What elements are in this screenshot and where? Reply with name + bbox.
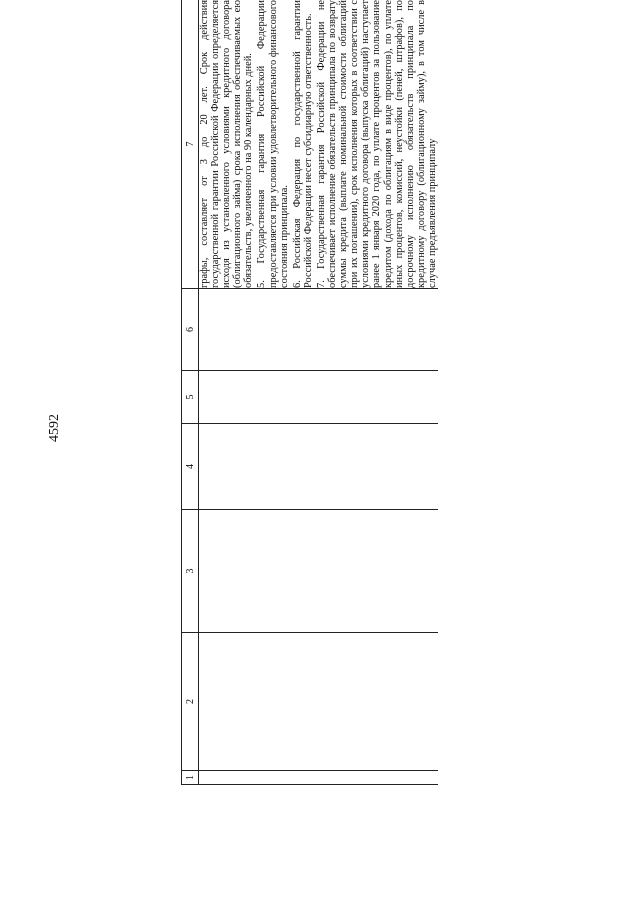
- column-header-5: 5: [182, 371, 199, 424]
- paragraph-item-7: 7. Государственная гарантия Российской Федерации не обеспечивает исполнение обязательств принципала по возврату суммы кредита (выплате номинальной стоимости облигаций при их погашении), срок исполнения которых в соответствии с условиями кредитного договора (выпуска облигаций) наступает ранее 1 января 2020 года, по уплате процентов за пользование кредитом (дохода по облигациям в виде процентов), по уплате иных процентов, комиссий, неустойки (пеней, штрафов), по досрочному исполнению обязательств принципала по кредитному договору (облигационному займу), в том числе в случае предъявления принципалу: [315, 0, 438, 288]
- column-header-7: 7: [182, 0, 199, 289]
- header-row: [182, 0, 199, 785]
- cell-col-3: [199, 510, 438, 633]
- column-header-3: 3: [182, 510, 199, 633]
- column-header-2: 2: [182, 633, 199, 771]
- cell-col-1: [199, 771, 438, 785]
- table-row: [199, 0, 438, 785]
- paragraph-item-5: 5. Государственная гарантия Российской Федерации предоставляется при условии удовлетворительного финансового состояния принципала.: [256, 0, 290, 288]
- cell-col-4: [199, 424, 438, 510]
- cell-col-2: [199, 633, 438, 771]
- rotated-table-wrapper: [181, 0, 438, 785]
- page-number: 4592: [47, 414, 62, 442]
- column-header-1: 1: [182, 771, 199, 785]
- cell-col-5: [199, 371, 438, 424]
- paragraph-term-text: графы, составляет от 3 до 20 лет. Срок действия государственной гарантии Российской Федерации определяется исходя из установленного условиями кредитного договора (облигационного займа) срока исполнения обеспечиваемых ею обязательств, увеличенного на 90 календарных дней.: [199, 0, 255, 288]
- cell-col-7: [199, 0, 438, 289]
- paragraph-item-6: 6. Российская Федерация по государственной гарантии Российской Федерации несет субсидиарную ответственность.: [291, 0, 314, 288]
- guarantee-table: [181, 0, 438, 785]
- cell-col-6: [199, 289, 438, 371]
- column-header-6: 6: [182, 289, 199, 371]
- column-header-4: 4: [182, 424, 199, 510]
